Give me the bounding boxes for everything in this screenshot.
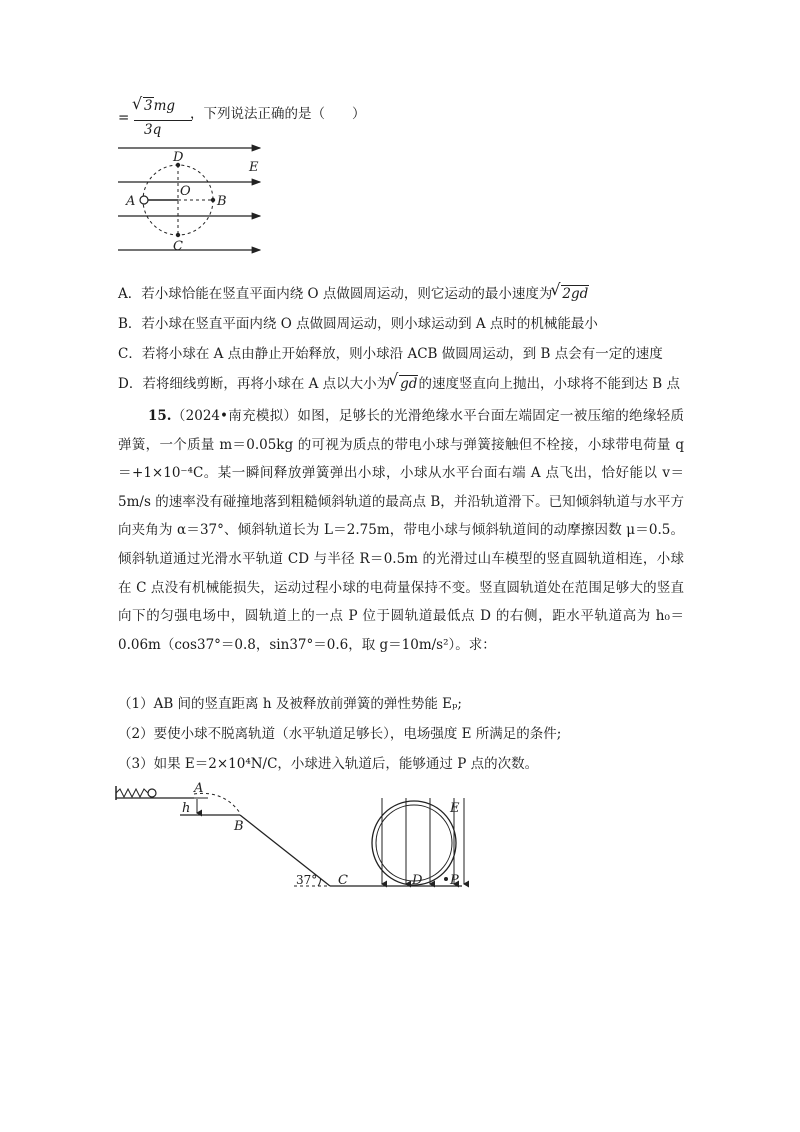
denominator: 3q xyxy=(144,122,162,138)
label-c: C xyxy=(338,873,348,888)
trajectory xyxy=(194,793,240,813)
point-p xyxy=(444,877,448,881)
label-angle: 37° xyxy=(296,873,318,887)
label-d: D xyxy=(412,873,423,888)
label-b: B xyxy=(217,194,227,209)
angle-arc xyxy=(318,878,321,886)
intro-formula xyxy=(118,98,188,144)
label-a: A xyxy=(194,781,204,796)
label-h: h xyxy=(182,801,191,816)
label-a: A xyxy=(126,194,136,209)
label-d: D xyxy=(173,150,184,165)
option-d: D．若将细线剪断，再将小球在 A 点以大小为√ gd的速度竖直向上抛出，小球将不能到达 B 点 xyxy=(118,374,680,394)
figure-track xyxy=(112,780,482,895)
question-15-body: 15.（2024•南充模拟）如图，足够长的光滑绝缘水平台面左端固定一被压缩的绝缘轻质弹簧，一个质量 m＝0.05kg 的可视为质点的带电小球与弹簧接触但不栓接，小球带电荷量 q＝+1×10⁻⁴C。某一瞬间释放弹簧弹出小球，小球从水平台面右端 A 点飞出，恰好能以 v＝5m/s 的速率没有碰撞地落到粗糙倾斜轨道的最高点 B，并沿轨道滑下。已知倾斜轨道与水平方向夹角为 α＝37°、倾斜轨道长为 L＝2.75m，带电小球与倾斜轨道间的动摩擦因数 μ＝0.5。倾斜轨道通过光滑水平轨道 CD 与半径 R＝0.5m 的光滑过山车模型的竖直圆轨道相连，小球在 C 点没有机械能损失，运动过程小球的电荷量保持不变。竖直圆轨道处在范围足够大的竖直向下的匀强电场中，圆轨道上的一点 P 位于圆轨道最低点 D 的右侧，距水平轨道高为 h₀＝0.06m（cos37°＝0.8，sin37°＝0.6，取 g＝10m/s²）。求： xyxy=(118,408,684,653)
point-b xyxy=(211,198,215,202)
label-b: B xyxy=(234,819,244,834)
ball-a xyxy=(140,196,148,204)
numerator: √ 3mg xyxy=(134,98,175,114)
option-b: B．若小球在竖直平面内绕 O 点做圆周运动，则小球运动到 A 点时的机械能最小 xyxy=(118,316,598,332)
ball-at-a xyxy=(148,789,156,797)
sub-question-1: （1）AB 间的竖直距离 h 及被释放前弹簧的弹性势能 Eₚ; xyxy=(118,696,462,712)
intro-tail: ，下列说法正确的是（ ） xyxy=(190,106,366,122)
sub-question-2: （2）要使小球不脱离轨道（水平轨道足够长），电场强度 E 所满足的条件; xyxy=(118,726,562,742)
option-a: A．若小球恰能在竖直平面内绕 O 点做圆周运动，则它运动的最小速度为√ 2gd xyxy=(118,284,589,304)
equals-sign: = xyxy=(118,110,130,126)
option-c: C．若将小球在 A 点由静止开始释放，则小球沿 ACB 做圆周运动，到 B 点会有一定的速度 xyxy=(118,346,663,362)
label-e: E xyxy=(249,160,259,175)
figure-circle-field xyxy=(112,140,272,255)
label-e: E xyxy=(450,801,460,816)
sub-question-3: （3）如果 E＝2×10⁴N/C，小球进入轨道后，能够通过 P 点的次数。 xyxy=(118,756,539,772)
label-p: P xyxy=(450,873,459,888)
loop-inner xyxy=(376,805,452,881)
point-c xyxy=(176,233,180,237)
fraction-bar xyxy=(134,120,192,121)
question-number: 15. xyxy=(148,408,172,424)
label-o: O xyxy=(180,184,191,199)
spring-icon xyxy=(116,789,148,797)
label-c: C xyxy=(173,239,183,254)
